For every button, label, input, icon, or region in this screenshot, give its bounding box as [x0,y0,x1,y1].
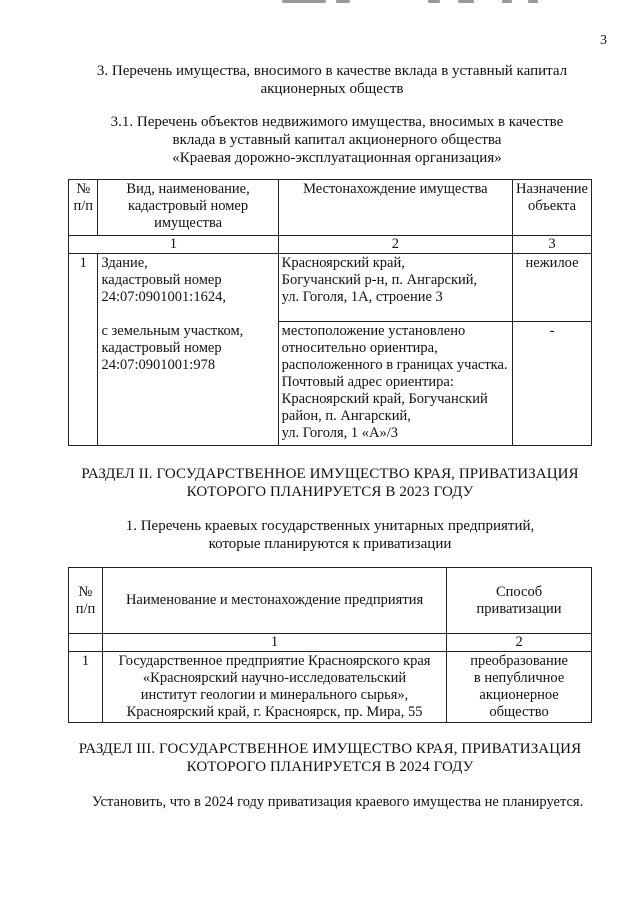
cell-line: Красноярский край, Богучанский [281,391,488,407]
section3-subheading-line: вклада в уставный капитал акционерного общества [172,132,502,148]
section-ii-subheading [68,517,592,553]
scan-mark [528,0,538,3]
subheading-line: которые планируются к приватизации [208,536,452,552]
cell-line: местоположение установлено [281,323,466,339]
col-number: 1 [102,634,446,652]
col-number: 2 [447,634,592,652]
cell-line: общество [489,704,549,720]
cell-line: «Красноярский научно-исследовательский [142,670,407,686]
header-text: кадастровый номер [128,198,249,214]
scan-top-edge-marks [0,0,634,6]
header-name [102,568,446,634]
cell-line: Красноярский край, [281,255,405,271]
cell-line: кадастровый номер [101,272,222,288]
item1-location [278,254,512,322]
section-title-line: КОТОРОГО ПЛАНИРУЕТСЯ В 2024 ГОДУ [186,759,474,775]
cell-line: ул. Гоголя, 1А, строение 3 [281,289,443,305]
enterprise-name [102,652,446,723]
cell-line: 24:07:0901001:1624, [101,289,226,305]
section3-heading-line: 3. Перечень имущества, вносимого в качестве вклада в уставный капитал [96,63,568,79]
header-kind [98,180,278,236]
table-header-row [69,568,592,634]
privatization-method [447,652,592,723]
scan-mark [502,0,512,3]
cell-line: расположенного в границах участка. [281,357,508,373]
header-text: Наименование и местонахождение предприятия [125,592,424,608]
table-header-row [69,180,592,236]
enterprise-table [68,567,592,723]
section-iii-title [60,740,600,776]
header-text: п/п [73,198,94,214]
row-num: 1 [69,254,98,446]
cell-line: район, п. Ангарский, [281,408,411,424]
section3-subheading-line: «Краевая дорожно-эксплуатационная организация» [172,150,502,166]
item2-kind [98,322,278,446]
cell-line: Здание, [101,255,148,271]
cell-line: Почтовый адрес ориентира: [281,374,454,390]
item2-location [278,322,512,446]
header-method [447,568,592,634]
scan-mark [428,0,440,3]
table-row [69,322,592,446]
cell-line: институт геологии и минерального сырья», [140,687,409,703]
cell-line: относительно ориентира, [281,340,438,356]
scan-mark [282,0,326,3]
cell-line: ул. Гоголя, 1 «А»/3 [281,425,399,441]
item1-purpose: нежилое [513,254,592,322]
header-text: Назначение [516,181,588,197]
header-text: п/п [75,600,96,617]
cell-line: преобразование [470,653,568,669]
cell-line: кадастровый номер [101,339,222,356]
cell-line: Государственное предприятие Красноярского края [118,653,431,669]
header-location [278,180,512,236]
cell-line: в непубличное [473,670,565,686]
col-number-empty [69,634,103,652]
header-text: № [76,181,91,197]
header-purpose [513,180,592,236]
table-row [69,652,592,723]
cell-line: Богучанский р-н, п. Ангарский, [281,272,478,288]
section3-heading-line: акционерных обществ [260,81,404,97]
header-text: Местонахождение имущества [303,181,488,197]
cell-line: с земельным участком, [101,322,244,339]
section-ii-title [60,465,600,501]
row-num: 1 [69,652,103,723]
header-text: имущества [154,215,223,231]
section-title-line: РАЗДЕЛ II. ГОСУДАРСТВЕННОЕ ИМУЩЕСТВО КРАЯ, ПРИВАТИЗАЦИЯ [81,466,579,482]
cell-line: 24:07:0901001:978 [101,356,216,373]
scan-mark [336,0,350,3]
header-num [69,568,103,634]
section-title-line: КОТОРОГО ПЛАНИРУЕТСЯ В 2023 ГОДУ [186,484,474,500]
header-text: № [78,583,93,600]
item2-purpose: - [513,322,592,446]
header-num [69,180,98,236]
column-number-row [69,634,592,652]
cell-line: акционерное [479,687,559,703]
scan-mark [458,0,474,3]
property-table [68,179,592,446]
header-text: объекта [528,198,577,214]
column-number-row [69,236,592,254]
section-title-line: РАЗДЕЛ III. ГОСУДАРСТВЕННОЕ ИМУЩЕСТВО КРАЯ, ПРИВАТИЗАЦИЯ [78,741,582,757]
section-iii-paragraph: Установить, что в 2024 году приватизация краевого имущества не планируется. [92,794,584,810]
item1-kind [98,254,278,322]
cell-line: Красноярский край, г. Красноярск, пр. Мира, 55 [126,704,423,720]
subheading-line: 1. Перечень краевых государственных унитарных предприятий, [125,518,535,534]
table-row [69,254,592,322]
section3-heading [70,62,594,98]
header-text: Вид, наименование, [126,181,250,197]
page-number: 3 [600,33,607,48]
section3-subheading [80,113,594,167]
col-number: 2 [278,236,512,254]
header-text: приватизации [476,600,562,617]
header-text: Способ [496,583,543,600]
col-number: 3 [513,236,592,254]
col-number: 1 [69,236,279,254]
section3-subheading-line: 3.1. Перечень объектов недвижимого имущества, вносимых в качестве [110,114,564,130]
